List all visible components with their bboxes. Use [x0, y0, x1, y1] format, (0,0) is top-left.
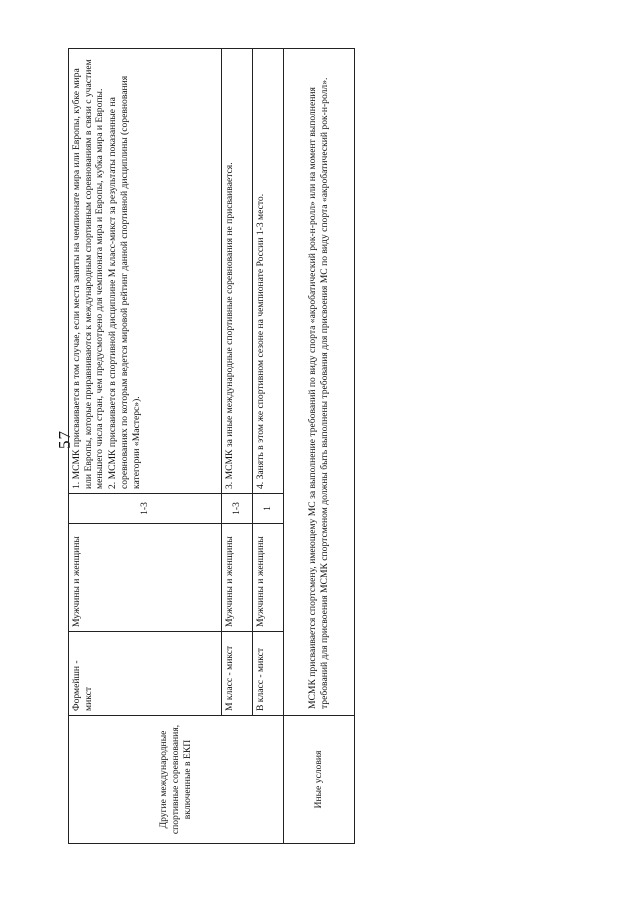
- discipline-cell: Формейшн - микст: [69, 632, 222, 716]
- note-4: 4. Занять в этом же спортивном сезоне на чемпионате России 1-3 место.: [253, 49, 284, 494]
- note-2: 2. МСМК присваивается в спортивной дисциплине М класс-микст за результаты показанные на соревнованиях по которым ведется мировой рейтинг данной спортивной дисциплины (соревнования категории «Мастерс»).: [107, 75, 142, 489]
- discipline-cell: М класс - микст: [222, 632, 253, 716]
- place-cell: 1-3: [222, 494, 253, 524]
- note-3: 3. МСМК за иные международные спортивные соревнования не присваивается.: [222, 49, 253, 494]
- note-1: 1. МСМК присваивается в том случае, если места заняты на чемпионате мира или Европы, кубке мира или Европы, которые приравниваются к международным спортивным соревнованиям в связи с участием меньшего числа стран, чем предусмотрено для чемпионата мира и Европы, кубка мира и Европы.: [71, 59, 106, 489]
- sex-cell: Мужчины и женщины: [222, 524, 253, 632]
- notes-cell: [69, 49, 222, 494]
- discipline-cell: В класс - микст: [253, 632, 284, 716]
- table-row: [284, 49, 355, 844]
- sex-cell: Мужчины и женщины: [253, 524, 284, 632]
- other-conditions-text: МСМК присваивается спортсмену, имеющему МС за выполнение требований по виду спорта «акробатический рок-н-ролл» или на момент выполнения требований для присвоения МСМК спортсменом должны быть выполнены требования для присвоения МС по виду спорта «акробатический рок-н-ролл».: [284, 49, 355, 716]
- sport-rank-table: [68, 48, 355, 844]
- other-conditions-label: Иные условия: [284, 716, 355, 844]
- place-cell: 1: [253, 494, 284, 524]
- rotated-table-container: [68, 49, 333, 844]
- sex-cell: Мужчины и женщины: [69, 524, 222, 632]
- competition-category: Другие международные спортивные соревнования, включенные в ЕКП: [69, 716, 284, 844]
- table-row: [69, 49, 222, 844]
- place-cell: 1-3: [69, 494, 222, 524]
- page-number: 57: [55, 430, 74, 449]
